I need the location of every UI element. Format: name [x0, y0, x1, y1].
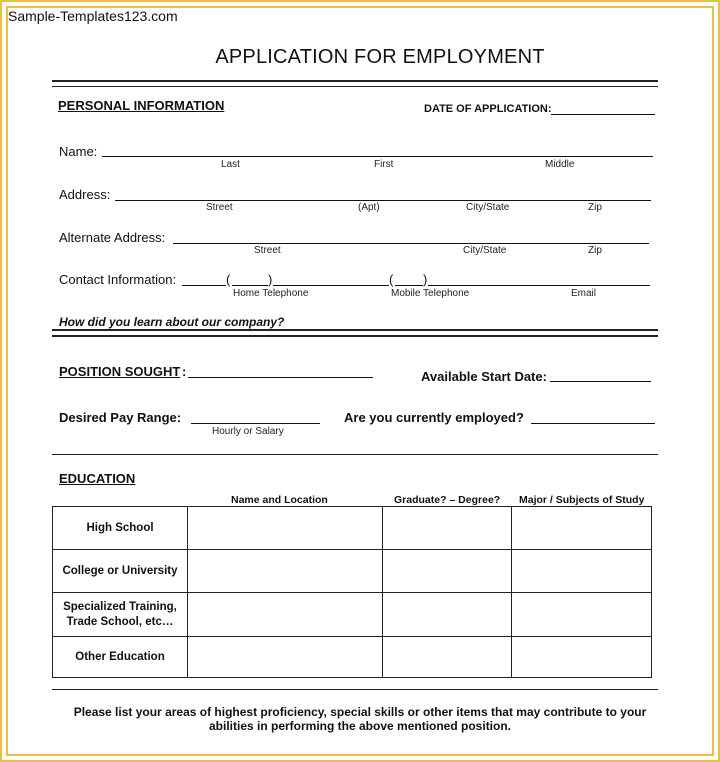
- edu-cell-graduate[interactable]: [383, 593, 512, 637]
- edu-cell-major[interactable]: [512, 593, 652, 637]
- employed-field[interactable]: [531, 423, 655, 424]
- edu-row-label-text: College or University: [62, 564, 178, 577]
- edu-row-label-text: High School: [86, 521, 154, 534]
- address-field[interactable]: [115, 200, 651, 201]
- watermark: Sample-Templates123.com: [8, 8, 178, 24]
- home-telephone-field[interactable]: [273, 285, 389, 286]
- position-heading: POSITION SOUGHT: [59, 364, 181, 379]
- name-field[interactable]: [102, 156, 653, 157]
- edu-cell-graduate[interactable]: [383, 550, 512, 593]
- edu-cell-graduate[interactable]: [383, 637, 512, 678]
- alt-address-label: Alternate Address:: [59, 230, 166, 245]
- skills-instructions: [40, 705, 680, 733]
- edu-cell-major[interactable]: [512, 507, 652, 550]
- edu-cell-major[interactable]: [512, 550, 652, 593]
- section-rule-3: [52, 689, 658, 690]
- edu-col-major: Major / Subjects of Study: [519, 494, 645, 506]
- section-rule-2: [52, 454, 658, 455]
- edu-cell-graduate[interactable]: [383, 507, 512, 550]
- edu-row-label-text-2: Trade School, etc…: [66, 615, 174, 628]
- start-date-label: Available Start Date:: [421, 369, 547, 384]
- home-area-code-field[interactable]: [182, 285, 226, 286]
- learn-about-label: How did you learn about our company?: [59, 315, 285, 329]
- edu-cell-major[interactable]: [512, 637, 652, 678]
- mobile-paren-close: ): [423, 272, 428, 287]
- address-sub-zip: Zip: [588, 202, 602, 213]
- education-table: [52, 506, 652, 678]
- mobile-telephone-field[interactable]: [428, 285, 650, 286]
- edu-row-label-text: Specialized Training,: [63, 600, 177, 613]
- address-sub-apt: (Apt): [358, 202, 380, 213]
- position-sought-field[interactable]: [188, 377, 373, 378]
- name-sub-last: Last: [221, 159, 240, 170]
- start-date-field[interactable]: [550, 381, 651, 382]
- edu-cell-name[interactable]: [188, 593, 383, 637]
- contact-label: Contact Information:: [59, 272, 177, 287]
- table-row: [53, 507, 652, 550]
- alt-address-field[interactable]: [173, 243, 649, 244]
- alt-address-sub-zip: Zip: [588, 245, 602, 256]
- edu-row-label: [53, 637, 188, 678]
- address-sub-street: Street: [206, 202, 233, 213]
- table-row: [53, 637, 652, 678]
- pay-range-field[interactable]: [191, 423, 320, 424]
- date-of-application-field[interactable]: [551, 114, 655, 115]
- education-heading: EDUCATION: [59, 471, 136, 486]
- position-heading-colon: :: [182, 364, 187, 379]
- alt-address-sub-street: Street: [254, 245, 281, 256]
- edu-row-label: [53, 550, 188, 593]
- contact-sub-mobile: Mobile Telephone: [391, 288, 470, 299]
- edu-cell-name[interactable]: [188, 550, 383, 593]
- home-paren-close: ): [268, 272, 273, 287]
- address-sub-city: City/State: [466, 202, 510, 213]
- mobile-paren-open: (: [389, 272, 394, 287]
- date-of-application-label: DATE OF APPLICATION:: [424, 103, 552, 115]
- edu-cell-name[interactable]: [188, 637, 383, 678]
- edu-row-label: [53, 593, 188, 637]
- form-title: APPLICATION FOR EMPLOYMENT: [215, 46, 545, 68]
- section-rule-1b: [52, 335, 658, 337]
- contact-sub-email: Email: [571, 288, 597, 299]
- pay-range-label: Desired Pay Range:: [59, 410, 182, 425]
- edu-row-label: [53, 507, 188, 550]
- name-sub-middle: Middle: [545, 159, 575, 170]
- edu-row-label-text: Other Education: [75, 650, 165, 663]
- alt-address-sub-city: City/State: [463, 245, 507, 256]
- home-paren-open: (: [226, 272, 231, 287]
- title-rule-top: [52, 80, 658, 82]
- personal-heading: PERSONAL INFORMATION: [58, 98, 225, 113]
- home-phone-area[interactable]: [232, 285, 268, 286]
- section-rule-1a: [52, 329, 658, 331]
- pay-range-sub: Hourly or Salary: [212, 426, 284, 437]
- address-label: Address:: [59, 187, 111, 202]
- table-row: [53, 550, 652, 593]
- mobile-phone-area[interactable]: [395, 285, 423, 286]
- skills-instructions-line-2: abilities in performing the above mentioned position.: [208, 719, 512, 733]
- skills-instructions-line-1: Please list your areas of highest proficiency, special skills or other items that may contribute to your: [73, 705, 647, 719]
- name-sub-first: First: [374, 159, 394, 170]
- title-rule-bottom: [52, 86, 658, 87]
- edu-cell-name[interactable]: [188, 507, 383, 550]
- table-row: [53, 593, 652, 637]
- edu-col-graduate: Graduate? – Degree?: [394, 494, 501, 506]
- name-label: Name:: [59, 144, 98, 159]
- contact-sub-home: Home Telephone: [233, 288, 309, 299]
- edu-col-name: Name and Location: [231, 494, 328, 506]
- employed-label: Are you currently employed?: [344, 410, 524, 425]
